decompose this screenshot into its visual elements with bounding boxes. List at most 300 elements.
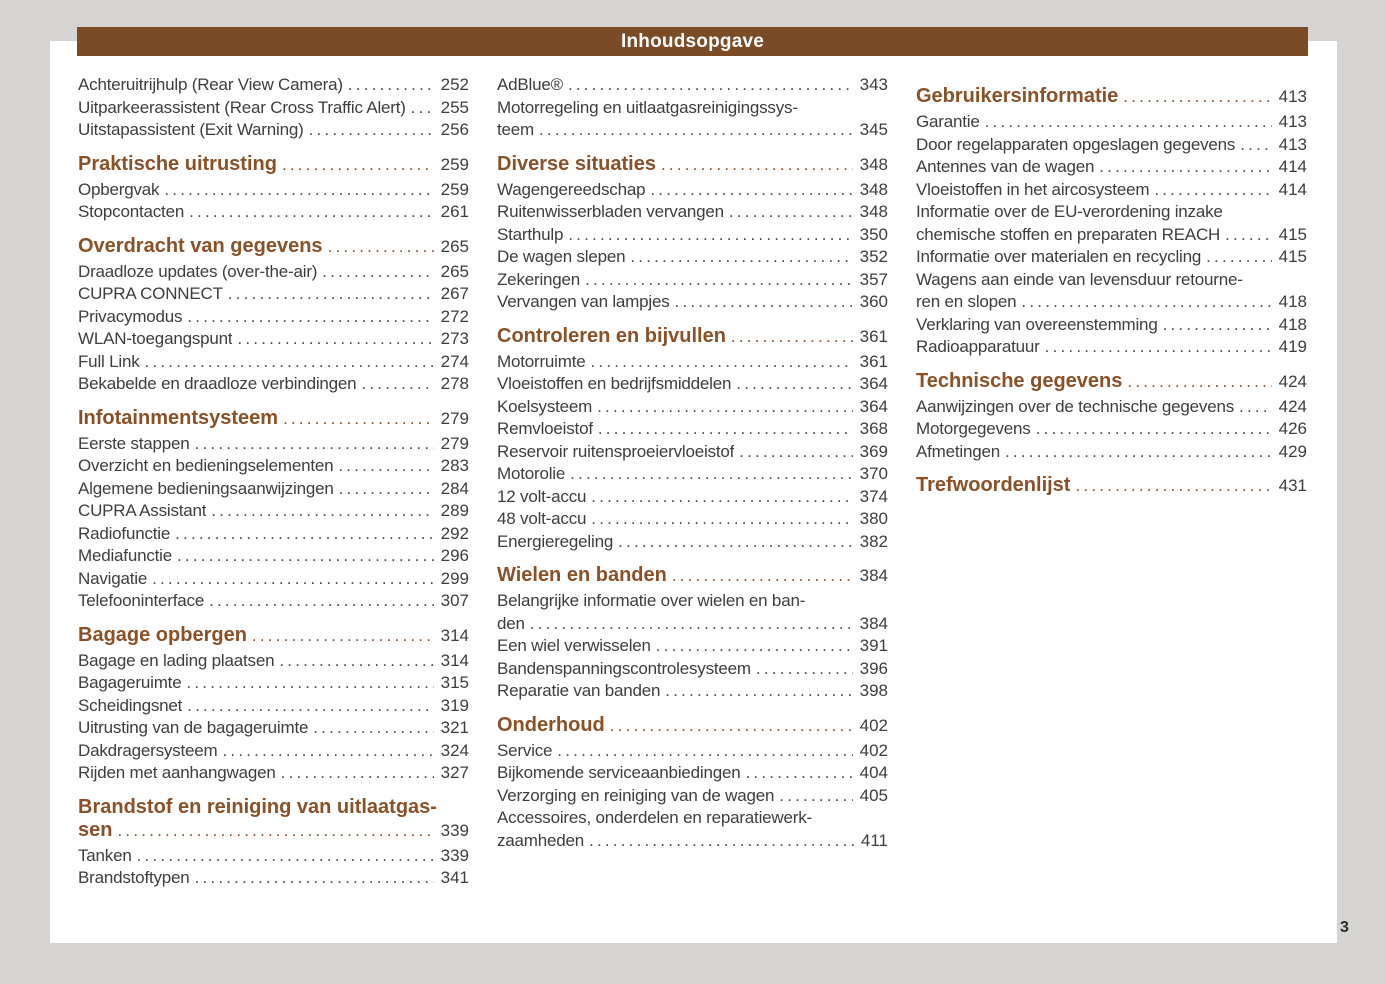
entry-label: Een wiel verwisselen bbox=[497, 636, 651, 655]
leader-dots bbox=[1239, 396, 1272, 419]
leader-dots bbox=[739, 441, 852, 464]
entry-label: Uitrusting van de bagageruimte bbox=[78, 718, 309, 737]
leader-dots bbox=[1163, 314, 1272, 337]
leader-dots bbox=[283, 407, 434, 430]
leader-dots bbox=[1045, 336, 1272, 359]
toc-entry[interactable] bbox=[78, 500, 469, 523]
leader-dots bbox=[1036, 418, 1272, 441]
toc-entry[interactable] bbox=[78, 762, 469, 785]
heading-label: sen bbox=[78, 818, 113, 841]
leader-dots bbox=[610, 714, 853, 737]
entry-label: chemische stoffen en preparaten REACH bbox=[916, 224, 1221, 244]
leader-dots bbox=[530, 613, 853, 636]
leader-dots bbox=[1240, 134, 1271, 157]
toc-section-heading[interactable] bbox=[916, 474, 1307, 497]
leader-dots bbox=[137, 845, 434, 868]
toc-page-number: 352 bbox=[859, 247, 888, 266]
toc-section-heading[interactable] bbox=[78, 153, 469, 176]
toc-entry[interactable] bbox=[78, 590, 469, 613]
heading-label: Trefwoordenlijst bbox=[916, 474, 1071, 496]
heading-label: Controleren en bijvullen bbox=[497, 324, 726, 347]
toc-page-number: 307 bbox=[440, 591, 469, 610]
toc-section bbox=[78, 235, 469, 396]
heading-label: Brandstof en reiniging van uitlaatgas- bbox=[78, 795, 437, 818]
leader-dots bbox=[282, 153, 434, 176]
leader-dots bbox=[348, 74, 434, 97]
entry-label: den bbox=[497, 613, 525, 633]
toc-page-number: 369 bbox=[859, 441, 888, 461]
toc-entry[interactable] bbox=[78, 545, 469, 568]
toc-page-number: 424 bbox=[1278, 371, 1307, 391]
toc-entry[interactable] bbox=[497, 658, 888, 681]
toc-entry[interactable] bbox=[78, 201, 469, 224]
toc-entry[interactable] bbox=[497, 418, 888, 441]
toc-entry[interactable] bbox=[78, 328, 469, 351]
toc-entry[interactable] bbox=[497, 680, 888, 703]
leader-dots bbox=[568, 224, 852, 247]
toc-page-number: 284 bbox=[440, 478, 469, 498]
entry-label: Antennes van de wagen bbox=[916, 157, 1095, 176]
toc-page-number: 413 bbox=[1278, 87, 1307, 106]
toc-page-number: 259 bbox=[440, 154, 469, 174]
toc-page-number: 350 bbox=[859, 224, 888, 244]
toc-page-number: 278 bbox=[440, 374, 469, 393]
toc-section bbox=[78, 796, 469, 890]
toc-entry[interactable] bbox=[916, 179, 1307, 202]
toc-section bbox=[78, 407, 469, 613]
toc-page-number: 370 bbox=[859, 464, 888, 483]
toc-page-number: 252 bbox=[440, 75, 469, 94]
leader-dots bbox=[322, 261, 433, 284]
leader-dots bbox=[1021, 291, 1271, 314]
entry-label: teem bbox=[497, 120, 534, 139]
leader-dots bbox=[222, 740, 433, 763]
toc-entry[interactable] bbox=[78, 179, 469, 202]
toc-section-heading[interactable] bbox=[916, 85, 1307, 108]
entry-label: Tanken bbox=[78, 845, 132, 865]
leader-dots bbox=[313, 717, 433, 740]
toc-section-heading[interactable] bbox=[497, 325, 888, 348]
entry-label: Privacymodus bbox=[78, 306, 183, 326]
toc-page-number: 267 bbox=[440, 284, 469, 303]
toc-entry[interactable] bbox=[916, 156, 1307, 179]
toc-page-number: 402 bbox=[859, 740, 888, 760]
toc-page-number: 413 bbox=[1278, 134, 1307, 154]
entry-label: Radiofunctie bbox=[78, 523, 171, 543]
toc-page-number: 391 bbox=[859, 636, 888, 655]
toc-page-number: 384 bbox=[859, 566, 888, 585]
entry-label: Navigatie bbox=[78, 568, 148, 588]
toc-entry[interactable] bbox=[497, 463, 888, 486]
entry-label: Bagage en lading plaatsen bbox=[78, 650, 275, 670]
entry-label: Achteruitrijhulp (Rear View Camera) bbox=[78, 75, 343, 94]
toc-entry[interactable] bbox=[497, 590, 888, 635]
toc-page-number: 345 bbox=[859, 120, 888, 139]
leader-dots bbox=[746, 762, 853, 785]
entry-label: Energieregeling bbox=[497, 531, 614, 551]
toc-entry[interactable] bbox=[497, 740, 888, 763]
toc-page-number: 324 bbox=[440, 740, 469, 760]
toc-entry[interactable] bbox=[497, 97, 888, 142]
toc-section-heading[interactable] bbox=[78, 235, 469, 258]
toc-entry[interactable] bbox=[497, 486, 888, 509]
toc-page-number: 360 bbox=[859, 292, 888, 311]
leader-dots bbox=[1005, 441, 1272, 464]
toc-section-heading[interactable] bbox=[78, 624, 469, 647]
entry-label: De wagen slepen bbox=[497, 247, 626, 266]
entry-label: 12 volt-accu bbox=[497, 486, 587, 506]
entry-label: Verzorging en reiniging van de wagen bbox=[497, 785, 775, 805]
toc-page-number: 299 bbox=[440, 568, 469, 588]
leader-dots bbox=[1206, 246, 1272, 269]
leader-dots bbox=[598, 418, 853, 441]
entry-label: Reparatie van banden bbox=[497, 681, 661, 700]
leader-dots bbox=[591, 351, 853, 374]
toc-entry[interactable] bbox=[78, 351, 469, 374]
toc-section-heading[interactable] bbox=[497, 714, 888, 737]
entry-label: Overzicht en bedieningselementen bbox=[78, 456, 334, 475]
toc-entry[interactable] bbox=[78, 306, 469, 329]
entry-label: Door regelapparaten opgeslagen gegevens bbox=[916, 134, 1236, 154]
toc-page-number: 404 bbox=[859, 763, 888, 782]
toc-page-number: 261 bbox=[440, 202, 469, 221]
leader-dots bbox=[281, 762, 434, 785]
entry-label: Rijden met aanhangwagen bbox=[78, 763, 276, 782]
toc-page-number: 424 bbox=[1278, 396, 1307, 416]
toc-entry[interactable] bbox=[78, 283, 469, 306]
toc-page-number: 255 bbox=[440, 97, 469, 117]
toc-page-number: 348 bbox=[859, 154, 888, 174]
toc-page-number: 357 bbox=[859, 269, 888, 289]
toc-entry[interactable] bbox=[78, 455, 469, 478]
toc-entry[interactable] bbox=[78, 97, 469, 120]
entry-label: Vervangen van lampjes bbox=[497, 292, 670, 311]
leader-dots bbox=[309, 119, 434, 142]
toc-page-number: 314 bbox=[440, 625, 469, 645]
toc-entry[interactable] bbox=[78, 867, 469, 890]
leader-dots bbox=[731, 325, 853, 348]
leader-dots bbox=[650, 179, 852, 202]
toc-entry[interactable] bbox=[497, 785, 888, 808]
entry-label: ren en slopen bbox=[916, 292, 1017, 311]
leader-dots bbox=[186, 672, 433, 695]
toc-section bbox=[916, 85, 1307, 359]
leader-dots bbox=[152, 568, 434, 591]
leader-dots bbox=[675, 291, 853, 314]
entry-label: Remvloeistof bbox=[497, 419, 593, 438]
toc-page-number: 272 bbox=[440, 306, 469, 326]
leader-dots bbox=[1225, 224, 1272, 247]
heading-label: Overdracht van gegevens bbox=[78, 234, 323, 257]
entry-label: Scheidingsnet bbox=[78, 695, 183, 715]
toc-entry[interactable] bbox=[497, 441, 888, 464]
toc-page-number: 283 bbox=[440, 456, 469, 475]
leader-dots bbox=[1154, 179, 1271, 202]
toc-entry[interactable] bbox=[497, 246, 888, 269]
entry-label: Bandenspanningscontrolesysteem bbox=[497, 658, 751, 678]
entry-label: WLAN-toegangspunt bbox=[78, 329, 233, 348]
toc-page-number: 315 bbox=[440, 673, 469, 692]
leader-dots bbox=[145, 351, 434, 374]
toc-entry[interactable] bbox=[78, 717, 469, 740]
entry-label: CUPRA CONNECT bbox=[78, 284, 223, 303]
toc-entry[interactable] bbox=[916, 441, 1307, 464]
toc-section bbox=[78, 153, 469, 224]
toc-section bbox=[916, 370, 1307, 464]
entry-label: Draadloze updates (over-the-air) bbox=[78, 261, 318, 281]
entry-label: Uitparkeerassistent (Rear Cross Traffic Alert) bbox=[78, 97, 406, 117]
toc-page-number: 364 bbox=[859, 396, 888, 416]
leader-dots bbox=[585, 269, 853, 292]
entry-label: Afmetingen bbox=[916, 441, 1000, 461]
entry-label: Accessoires, onderdelen en reparatiewerk- bbox=[497, 808, 812, 827]
leader-dots bbox=[177, 545, 434, 568]
toc-entry[interactable] bbox=[916, 314, 1307, 337]
toc-entry[interactable] bbox=[497, 373, 888, 396]
toc-page-number: 256 bbox=[440, 120, 469, 139]
toc-page-number: 384 bbox=[859, 613, 888, 633]
leader-dots bbox=[539, 119, 853, 142]
toc-entry[interactable] bbox=[497, 74, 888, 97]
toc-entry[interactable] bbox=[78, 261, 469, 284]
entry-label: 48 volt-accu bbox=[497, 509, 587, 528]
toc-page-number: 361 bbox=[859, 326, 888, 346]
leader-dots bbox=[339, 478, 434, 501]
toc-entry[interactable] bbox=[916, 396, 1307, 419]
leader-dots bbox=[661, 153, 853, 176]
leader-dots bbox=[736, 373, 852, 396]
entry-label: Starthulp bbox=[497, 224, 564, 244]
entry-label: Motorregeling en uitlaatgasreinigingssys- bbox=[497, 97, 798, 117]
leader-dots bbox=[209, 590, 434, 613]
toc-column-1 bbox=[78, 74, 469, 890]
toc-section bbox=[916, 474, 1307, 497]
toc-page-number: 415 bbox=[1278, 224, 1307, 244]
leader-dots bbox=[985, 111, 1272, 134]
toc-entry[interactable] bbox=[916, 201, 1307, 246]
entry-label: Aanwijzingen over de technische gegevens bbox=[916, 396, 1235, 416]
entry-label: Motorruimte bbox=[497, 351, 586, 371]
toc-entry[interactable] bbox=[78, 433, 469, 456]
toc-entry[interactable] bbox=[78, 740, 469, 763]
heading-label: Onderhoud bbox=[497, 713, 605, 736]
leader-dots bbox=[252, 624, 434, 647]
heading-label: Praktische uitrusting bbox=[78, 152, 277, 175]
leader-dots bbox=[630, 246, 852, 269]
entry-label: Informatie over de EU-verordening inzake bbox=[916, 202, 1223, 221]
entry-label: Motorgegevens bbox=[916, 419, 1031, 438]
leader-dots bbox=[211, 500, 433, 523]
toc-entry[interactable] bbox=[497, 351, 888, 374]
heading-label: Diverse situaties bbox=[497, 152, 656, 175]
toc-content bbox=[78, 74, 1308, 890]
leader-dots bbox=[237, 328, 433, 351]
entry-label: Stopcontacten bbox=[78, 202, 185, 221]
toc-entry[interactable] bbox=[78, 119, 469, 142]
entry-label: Eerste stappen bbox=[78, 433, 190, 453]
toc-section-heading[interactable] bbox=[497, 564, 888, 587]
toc-entry[interactable] bbox=[497, 635, 888, 658]
toc-page-number: 419 bbox=[1278, 337, 1307, 356]
toc-entry[interactable] bbox=[916, 134, 1307, 157]
toc-entry[interactable] bbox=[497, 508, 888, 531]
toc-entry[interactable] bbox=[78, 650, 469, 673]
toc-page-number: 296 bbox=[440, 546, 469, 565]
toc-entry[interactable] bbox=[497, 179, 888, 202]
footer-page-number: 3 bbox=[1340, 919, 1349, 936]
entry-label: Wagengereedschap bbox=[497, 179, 646, 199]
toc-entry[interactable] bbox=[497, 269, 888, 292]
toc-page-number: 279 bbox=[440, 408, 469, 428]
toc-page-number: 314 bbox=[440, 650, 469, 670]
heading-label: Infotainmentsysteem bbox=[78, 406, 279, 429]
entry-label: CUPRA Assistant bbox=[78, 501, 207, 520]
entry-label: Motorolie bbox=[497, 464, 566, 483]
toc-entry[interactable] bbox=[497, 396, 888, 419]
entry-label: Opbergvak bbox=[78, 179, 160, 199]
toc-page-number: 321 bbox=[440, 718, 469, 737]
leader-dots bbox=[175, 523, 434, 546]
heading-label: Gebruikersinformatie bbox=[916, 85, 1119, 107]
toc-entry[interactable] bbox=[497, 807, 888, 852]
toc-entry[interactable] bbox=[78, 568, 469, 591]
toc-entry[interactable] bbox=[497, 531, 888, 554]
toc-entry[interactable] bbox=[78, 373, 469, 396]
leader-dots bbox=[1123, 85, 1271, 108]
toc-page-number: 418 bbox=[1278, 314, 1307, 334]
toc-entry[interactable] bbox=[497, 762, 888, 785]
toc-section-heading[interactable] bbox=[78, 407, 469, 430]
toc-entry[interactable] bbox=[497, 291, 888, 314]
toc-page-number: 396 bbox=[859, 658, 888, 678]
toc-section-heading[interactable] bbox=[497, 153, 888, 176]
entry-label: Informatie over materialen en recycling bbox=[916, 247, 1202, 266]
toc-entry[interactable] bbox=[78, 695, 469, 718]
toc-page-number: 431 bbox=[1278, 476, 1307, 495]
toc-page-number: 426 bbox=[1278, 419, 1307, 438]
leader-dots bbox=[557, 740, 852, 763]
toc-page-number: 380 bbox=[859, 509, 888, 528]
entry-label: Uitstapassistent (Exit Warning) bbox=[78, 120, 304, 139]
toc-section bbox=[78, 74, 469, 142]
toc-page-number: 319 bbox=[440, 695, 469, 715]
toc-entry[interactable] bbox=[497, 224, 888, 247]
leader-dots bbox=[729, 201, 853, 224]
leader-dots bbox=[672, 564, 853, 587]
entry-label: Mediafunctie bbox=[78, 546, 172, 565]
leader-dots bbox=[361, 373, 433, 396]
leader-dots bbox=[597, 396, 853, 419]
toc-section-heading[interactable] bbox=[916, 370, 1307, 393]
toc-page-number: 402 bbox=[859, 715, 888, 735]
toc-page-number: 274 bbox=[440, 351, 469, 371]
entry-label: Bekabelde en draadloze verbindingen bbox=[78, 374, 357, 393]
entry-label: Ruitenwisserbladen vervangen bbox=[497, 202, 724, 221]
toc-entry[interactable] bbox=[78, 845, 469, 868]
heading-label: Technische gegevens bbox=[916, 369, 1123, 392]
entry-label: Bagageruimte bbox=[78, 673, 182, 692]
toc-page-number: 339 bbox=[440, 845, 469, 865]
toc-page-number: 364 bbox=[859, 374, 888, 393]
leader-dots bbox=[568, 74, 853, 97]
leader-dots bbox=[279, 650, 433, 673]
entry-label: Vloeistoffen en bedrijfsmiddelen bbox=[497, 374, 732, 393]
leader-dots bbox=[187, 306, 433, 329]
toc-page-number: 368 bbox=[859, 419, 888, 438]
toc-entry[interactable] bbox=[916, 418, 1307, 441]
toc-column-2 bbox=[497, 74, 888, 890]
entry-label: Service bbox=[497, 740, 553, 760]
entry-label: Verklaring van overeenstemming bbox=[916, 314, 1158, 334]
toc-entry[interactable] bbox=[78, 672, 469, 695]
page-title: Inhoudsopgave bbox=[621, 30, 764, 52]
entry-label: Zekeringen bbox=[497, 269, 581, 289]
leader-dots bbox=[756, 658, 853, 681]
toc-page-number: 265 bbox=[440, 236, 469, 256]
toc-page-number: 405 bbox=[859, 785, 888, 805]
toc-section bbox=[497, 325, 888, 554]
toc-entry[interactable] bbox=[497, 201, 888, 224]
toc-page-number: 327 bbox=[440, 763, 469, 782]
entry-label: Wagens aan einde van levensduur retourne- bbox=[916, 269, 1243, 289]
toc-page-number: 259 bbox=[440, 179, 469, 199]
toc-section bbox=[497, 74, 888, 142]
leader-dots bbox=[411, 97, 434, 120]
toc-page-number: 361 bbox=[859, 351, 888, 371]
toc-page-number: 341 bbox=[440, 868, 469, 887]
toc-page-number: 382 bbox=[859, 531, 888, 551]
leader-dots bbox=[117, 819, 433, 842]
toc-section-heading[interactable] bbox=[78, 796, 469, 842]
entry-label: Vloeistoffen in het aircosysteem bbox=[916, 179, 1150, 199]
toc-entry[interactable] bbox=[78, 74, 469, 97]
toc-title-bar bbox=[77, 27, 1308, 56]
heading-label: Bagage opbergen bbox=[78, 623, 247, 646]
entry-label: Full Link bbox=[78, 351, 140, 371]
toc-entry[interactable] bbox=[916, 111, 1307, 134]
entry-label: Radioapparatuur bbox=[916, 337, 1040, 356]
leader-dots bbox=[665, 680, 852, 703]
toc-entry[interactable] bbox=[916, 336, 1307, 359]
toc-page-number: 418 bbox=[1278, 292, 1307, 311]
entry-label: Belangrijke informatie over wielen en ban- bbox=[497, 591, 806, 610]
leader-dots bbox=[589, 830, 854, 853]
toc-page-number: 289 bbox=[440, 501, 469, 520]
entry-label: AdBlue® bbox=[497, 75, 563, 94]
leader-dots bbox=[195, 867, 434, 890]
toc-page-number: 348 bbox=[859, 179, 888, 199]
leader-dots bbox=[656, 635, 853, 658]
entry-label: Reservoir ruitensproeiervloeistof bbox=[497, 441, 735, 461]
toc-column-3 bbox=[916, 74, 1307, 890]
toc-page-number: 348 bbox=[859, 202, 888, 221]
leader-dots bbox=[618, 531, 853, 554]
leader-dots bbox=[570, 463, 853, 486]
toc-entry[interactable] bbox=[916, 269, 1307, 314]
toc-page-number: 339 bbox=[440, 820, 469, 840]
toc-page-number: 415 bbox=[1278, 247, 1307, 266]
entry-label: Bijkomende serviceaanbiedingen bbox=[497, 763, 741, 782]
leader-dots bbox=[591, 508, 852, 531]
toc-entry[interactable] bbox=[78, 523, 469, 546]
toc-entry[interactable] bbox=[78, 478, 469, 501]
toc-page-number: 343 bbox=[859, 75, 888, 94]
toc-entry[interactable] bbox=[916, 246, 1307, 269]
entry-label: Dakdragersysteem bbox=[78, 740, 218, 760]
entry-label: Telefooninterface bbox=[78, 591, 205, 610]
toc-page-number: 411 bbox=[860, 830, 888, 850]
entry-label: Brandstoftypen bbox=[78, 868, 190, 887]
